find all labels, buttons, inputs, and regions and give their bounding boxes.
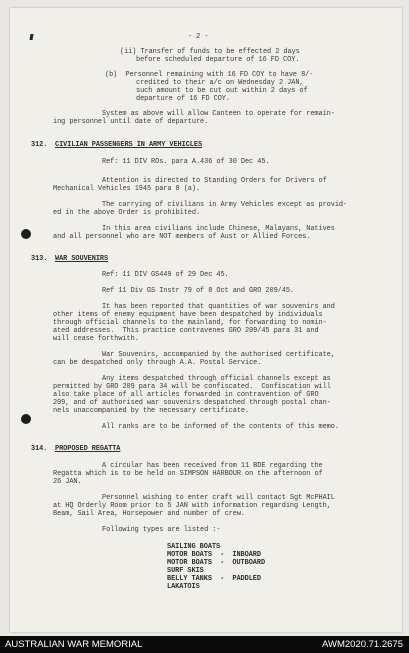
page-number: - 2 -: [188, 33, 209, 41]
text-line: Beam, Sail Area, Horsepower and number of crew.: [53, 510, 245, 518]
section-number: 312.: [31, 141, 48, 149]
text-line: credited to their a/c on Wednesday 2 JAN,: [136, 79, 304, 87]
text-line: In this area civilians include Chinese, Malayans, Natives: [102, 225, 335, 233]
text-line: System as above will allow Canteen to operate for remain-: [102, 110, 335, 118]
text-line: at HQ Orderly Room prior to 5 JAN with information regarding Length,: [53, 502, 331, 510]
list-item: MOTOR BOATS - OUTBOARD: [167, 559, 266, 567]
text-line: Mechanical Vehicles 1945 para 8 (a).: [53, 185, 201, 193]
text-line: (ii) Transfer of funds to be effected 2 days: [120, 48, 300, 56]
punch-hole: [21, 414, 31, 424]
section-heading: PROPOSED REGATTA: [55, 445, 121, 453]
text-line: departure of 16 FD COY.: [136, 95, 230, 103]
text-line: will cease forthwith.: [53, 335, 139, 343]
text-line: before scheduled departure of 16 FD COY.: [136, 56, 300, 64]
text-line: (b) Personnel remaining with 16 FD COY to have 8/-: [105, 71, 314, 79]
text-line: Attention is directed to Standing Orders for Drivers of: [102, 177, 327, 185]
footer-institution: AUSTRALIAN WAR MEMORIAL: [5, 639, 143, 650]
list-item: SURF SKIS: [167, 567, 204, 575]
section-number: 314.: [31, 445, 48, 453]
text-line: All ranks are to be informed of the contents of this memo.: [102, 423, 339, 431]
section-heading: CIVILIAN PASSENGERS IN ARMY VEHICLES: [55, 141, 203, 149]
text-line: War Souvenirs, accompanied by the authorised certificate,: [102, 351, 335, 359]
text-line: permitted by GRO 209 para 34 will be confiscated. Confiscation will: [53, 383, 331, 391]
document-page: [10, 8, 402, 632]
text-line: other items of enemy equipment have been despatched by individuals: [53, 311, 323, 319]
section-number: 313.: [31, 255, 48, 263]
footer-bar: [0, 636, 409, 653]
list-item: MOTOR BOATS - INBOARD: [167, 551, 261, 559]
punch-hole: [21, 229, 31, 239]
text-line: such amount to be cut out within 2 days of: [136, 87, 308, 95]
footer-accession-number: AWM2020.71.2675: [322, 639, 403, 650]
text-line: Regatta which is to be held on SIMPSON HARBOUR on the afternoon of: [53, 470, 323, 478]
text-line: ing personnel until date of departure.: [53, 118, 209, 126]
text-line: also take place of all articles forwarded in contravention of GRO: [53, 391, 319, 399]
text-line: can be despatched only through A.A. Postal Service.: [53, 359, 262, 367]
pen-mark: [29, 34, 33, 40]
list-item: SAILING BOATS: [167, 543, 221, 551]
text-line: nels unaccompanied by the necessary certificate.: [53, 407, 250, 415]
text-line: Ref: 11 DIV ROs. para A.436 of 30 Dec 45.: [102, 158, 270, 166]
text-line: Personnel wishing to enter craft will contact Sgt McPHAIL: [102, 494, 335, 502]
list-item: BELLY TANKS - PADDLED: [167, 575, 261, 583]
text-line: The carrying of civilians in Army Vehicles except as provid-: [102, 201, 348, 209]
text-line: ed in the above Order is prohibited.: [53, 209, 201, 217]
text-line: Following types are listed :-: [102, 526, 221, 534]
section-heading: WAR SOUVENIRS: [55, 255, 109, 263]
text-line: through official channels to the mainland, for forwarding to nomin-: [53, 319, 327, 327]
text-line: It has been reported that quantities of war souvenirs and: [102, 303, 335, 311]
text-line: ated addresses. This practice contravenes GRO 209/45 para 31 and: [53, 327, 319, 335]
text-line: Any items despatched through official channels except as: [102, 375, 331, 383]
text-line: Ref 11 Div GS Instr 79 of 8 Oct and GRO 209/45.: [102, 287, 294, 295]
text-line: Ref: 11 DIV GS449 of 29 Dec 45.: [102, 271, 229, 279]
text-line: 209, and of authorised war souvenirs despatched through postal chan-: [53, 399, 331, 407]
text-line: 26 JAN.: [53, 478, 82, 486]
list-item: LAKATOIS: [167, 583, 200, 591]
text-line: A circular has been received from 11 BDE regarding the: [102, 462, 323, 470]
text-line: and all personnel who are NOT members of Aust or Allied Forces.: [53, 233, 311, 241]
